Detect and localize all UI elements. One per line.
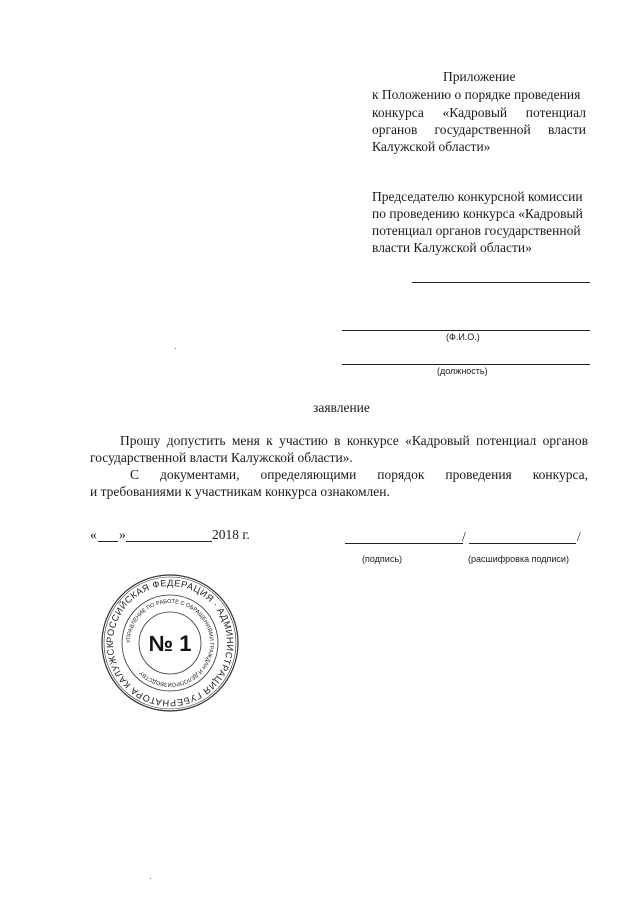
appendix-title: Приложение [443,69,516,84]
scan-speck [175,348,176,349]
body-paragraph-2-line-2: и требованиями к участникам конкурса ознакомлен. [90,484,390,499]
appendix-line-4: Калужской области» [372,139,491,154]
blank-line-position [342,364,590,365]
signature-separator-1: / [462,529,466,544]
signature-separator-2: / [577,529,581,544]
stamp-outer-text: РОССИЙСКАЯ ФЕДЕРАЦИЯ · АДМИНИСТРАЦИЯ ГУБЕРНАТОРА КАЛУЖСК [104,577,236,709]
signature-caption: (подпись) [362,554,403,564]
addressee-line-2: по проведению конкурса «Кадровый [372,206,583,221]
scan-speck-bottom [150,878,151,879]
stamp-number: № 1 [148,631,192,656]
appendix-line-3: органов государственной власти [372,122,586,137]
date-close-quote: » [119,527,126,542]
date-open-quote: « [90,527,97,542]
appendix-line-1: к Положению о порядке проведения [372,87,581,102]
official-stamp [98,571,242,715]
body-paragraph-1-line-2: государственной власти Калужской области». [90,450,353,465]
addressee-line-1: Председателю конкурсной комиссии [372,189,583,204]
signature-decode-caption: (расшифровка подписи) [468,554,569,564]
body-paragraph-1-line-1: Прошу допустить меня к участию в конкурсе «Кадровый потенциал органов [120,433,588,448]
date-year: 2018 г. [212,527,250,542]
addressee-line-3: потенциал органов государственной [372,223,581,238]
blank-line-name [412,282,590,283]
position-caption: (должность) [437,366,488,376]
appendix-line-2: конкурса «Кадровый потенциал [372,105,586,120]
fio-caption: (Ф.И.О.) [446,332,480,342]
signature-blank [345,543,463,544]
date-month-blank [126,541,212,542]
stamp-seal-graphic [98,571,242,715]
document-title: заявление [313,400,370,415]
body-paragraph-2-line-1: С документами, определяющими порядок проведения конкурса, [130,467,588,482]
blank-line-fio [342,330,590,331]
signature-decode-blank [469,543,576,544]
date-day-blank [98,541,118,542]
stamp-inner-text: УПРАВЛЕНИЕ ПО РАБОТЕ С ОБРАЩЕНИЯМИ ГРАЖДАН И ДЕЛОПРОИЗВОДСТВУ · [125,598,215,688]
addressee-line-4: власти Калужской области» [372,240,532,255]
